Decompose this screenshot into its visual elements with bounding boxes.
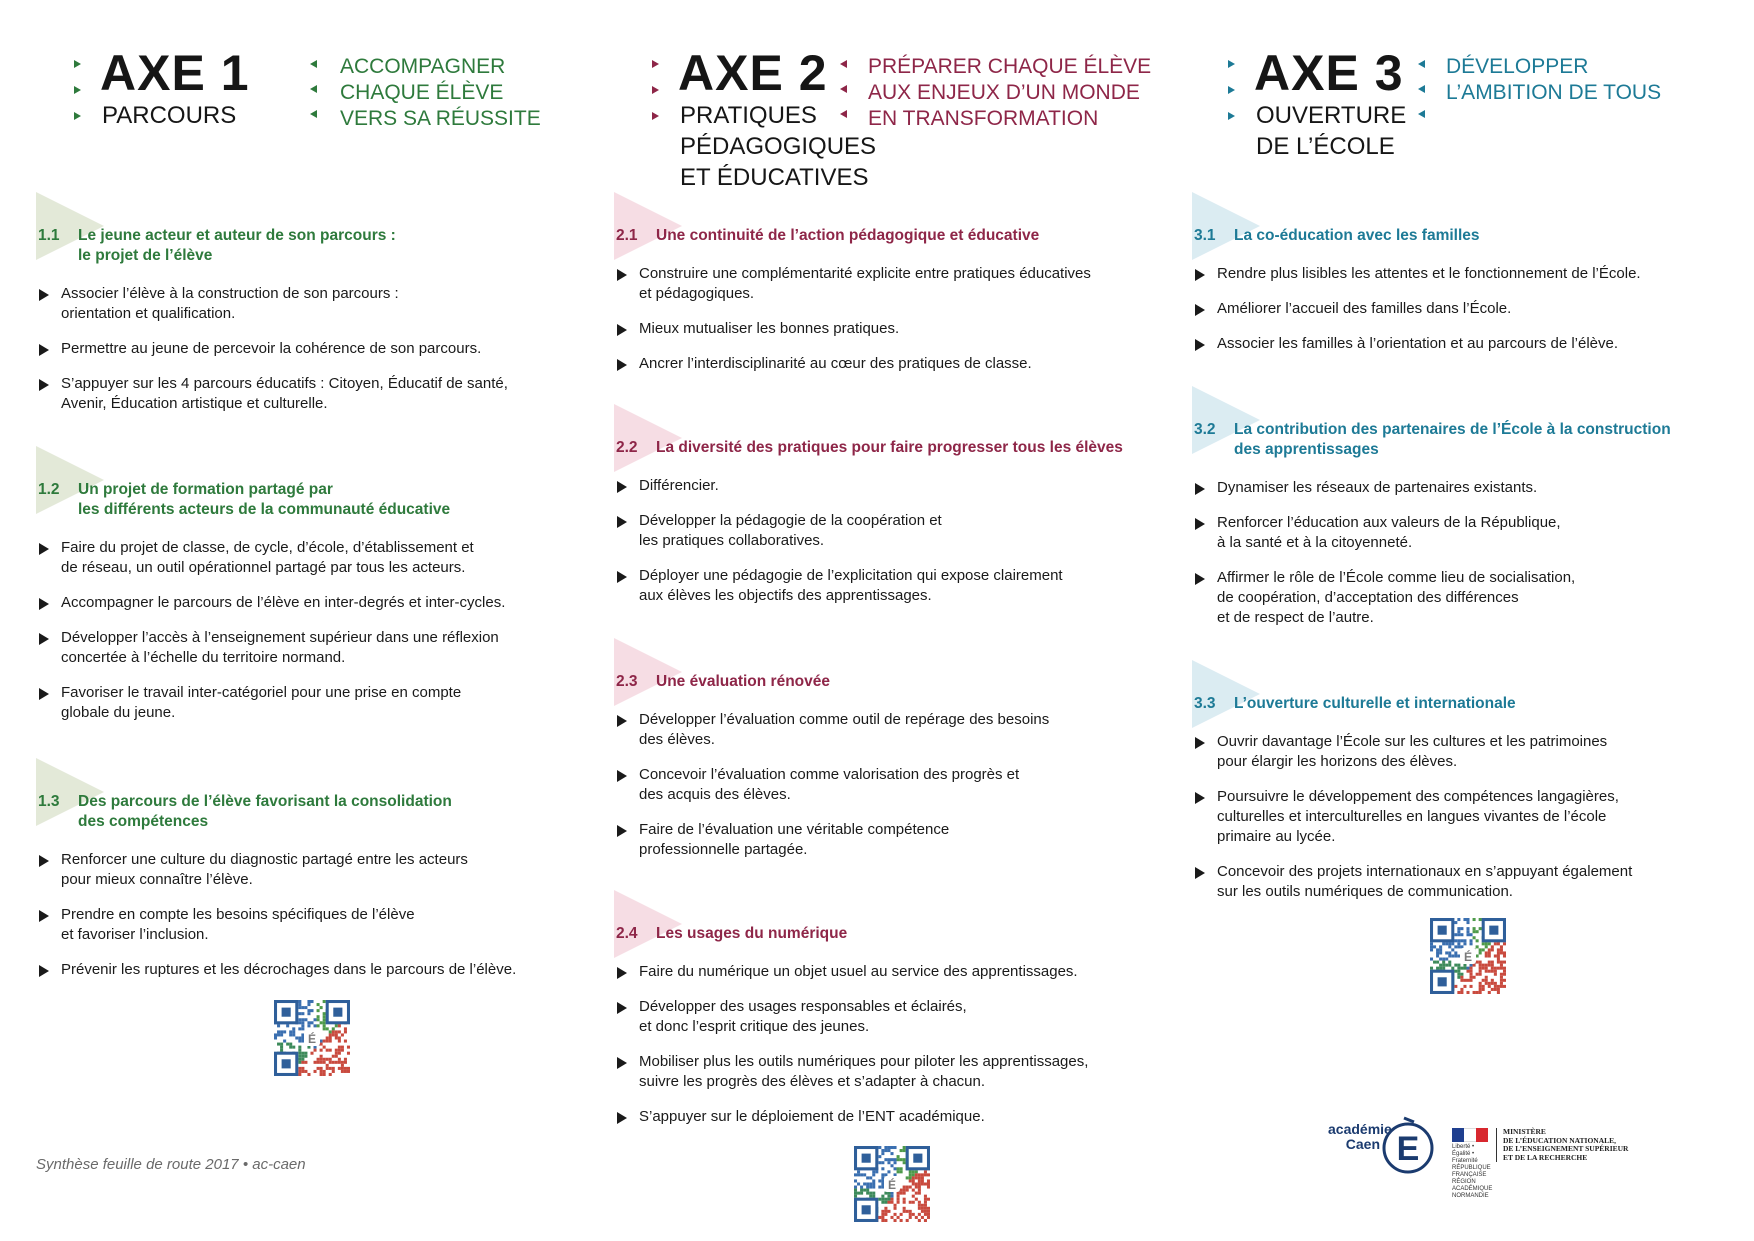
list-item: S’appuyer sur le déploiement de l’ENT académique. (614, 1107, 1174, 1127)
list-item: Concevoir des projets internationaux en s’appuyant également sur les outils numériques de communication. (1192, 862, 1752, 902)
header-arrows-icon (74, 60, 84, 138)
axe-2-column (614, 0, 1174, 1241)
axe-title: AXE 2 (678, 45, 828, 101)
section-number: 2.4 (616, 925, 638, 942)
list-item: Déployer une pédagogie de l’explicitation qui expose clairement aux élèves les objectifs des apprentissages. (614, 566, 1174, 606)
list-item: Concevoir l’évaluation comme valorisation des progrès et des acquis des élèves. (614, 765, 1174, 805)
section-number: 3.3 (1194, 695, 1216, 712)
section-title: Un projet de formation partagé par les différents acteurs de la communauté éducative (78, 481, 451, 518)
section-title: L’ouverture culturelle et internationale (1234, 695, 1516, 712)
axe-1-header (74, 45, 596, 198)
republique-flag-icon (1452, 1128, 1488, 1142)
goal-arrows-icon (310, 60, 320, 135)
axe-title: AXE 3 (1254, 45, 1404, 101)
qr-code-icon[interactable] (854, 1146, 930, 1222)
axe-subtitle: PARCOURS (102, 102, 237, 129)
list-item: Affirmer le rôle de l’École comme lieu de socialisation, de coopération, d’acceptation des différences et de respect de l’autre. (1192, 568, 1752, 628)
svg-text:É: É (307, 1032, 317, 1046)
institution-logos (1328, 1112, 1668, 1199)
list-item: Améliorer l’accueil des familles dans l’École. (1192, 299, 1752, 319)
region-academique-label: Liberté • Égalité • Fraternité RÉPUBLIQUE FRANÇAISE RÉGION ACADÉMIQUE NORMANDIE (1452, 1144, 1493, 1199)
list-item: Renforcer une culture du diagnostic partagé entre les acteurs pour mieux connaître l’élève. (36, 850, 596, 890)
list-item: Développer l’accès à l’enseignement supérieur dans une réflexion concertée à l’échelle du territoire normand. (36, 628, 596, 668)
axe-3-column (1192, 0, 1752, 1241)
section-number: 1.3 (38, 793, 60, 810)
section-2-2 (614, 438, 1174, 621)
list-item: Mieux mutualiser les bonnes pratiques. (614, 319, 1174, 339)
section-2-4 (614, 924, 1174, 1142)
list-item: Mobiliser plus les outils numériques pour piloter les apprentissages, suivre les progrès des élèves et s’adapter à chacun. (614, 1052, 1174, 1092)
list-item: Développer la pédagogie de la coopération et les pratiques collaboratives. (614, 511, 1174, 551)
qr-code-icon[interactable] (1430, 918, 1506, 994)
academie-caen-logo: académie Caen (1328, 1121, 1392, 1152)
list-item: Rendre plus lisibles les attentes et le fonctionnement de l’École. (1192, 264, 1752, 284)
header-arrows-icon (1228, 60, 1238, 138)
section-1-2 (36, 480, 596, 738)
axe-title: AXE 1 (100, 45, 250, 101)
list-item: Développer des usages responsables et éclairés, et donc l’esprit critique des jeunes. (614, 997, 1174, 1037)
axe-3-header (1228, 45, 1752, 198)
list-item: Prévenir les ruptures et les décrochages dans le parcours de l’élève. (36, 960, 596, 980)
list-item: Associer l’élève à la construction de son parcours : orientation et qualification. (36, 284, 596, 324)
section-number: 3.1 (1194, 227, 1216, 244)
list-item: Dynamiser les réseaux de partenaires existants. (1192, 478, 1752, 498)
list-item: Associer les familles à l’orientation et au parcours de l’élève. (1192, 334, 1752, 354)
list-item: Différencier. (614, 476, 1174, 496)
section-title: La diversité des pratiques pour faire progresser tous les élèves (656, 439, 1123, 456)
list-item: Poursuivre le développement des compétences langagières, culturelles et interculturelles en langues vivantes de l’école primaire au lycée. (1192, 787, 1752, 847)
svg-text:É: É (887, 1178, 897, 1192)
list-item: Prendre en compte les besoins spécifiques de l’élève et favoriser l’inclusion. (36, 905, 596, 945)
goal-arrows-icon (1418, 60, 1428, 135)
academie-e-logo-icon (1380, 1112, 1436, 1176)
list-item: Faire de l’évaluation une véritable compétence professionnelle partagée. (614, 820, 1174, 860)
axe-goal: DÉVELOPPER L’AMBITION DE TOUS (1446, 55, 1662, 104)
footer-text: Synthèse feuille de route 2017 • ac-caen (36, 1156, 306, 1173)
section-3-2 (1192, 420, 1752, 643)
axe-2-header (652, 45, 1174, 198)
axe-subtitle: PRATIQUES PÉDAGOGIQUES ET ÉDUCATIVES (680, 102, 877, 191)
section-title: Une évaluation rénovée (656, 673, 831, 690)
section-3-1 (1192, 226, 1752, 369)
list-item: Construire une complémentarité explicite entre pratiques éducatives et pédagogiques. (614, 264, 1174, 304)
section-number: 1.1 (38, 227, 60, 244)
list-item: Permettre au jeune de percevoir la cohérence de son parcours. (36, 339, 596, 359)
section-number: 3.2 (1194, 421, 1216, 438)
header-arrows-icon (652, 60, 662, 138)
section-1-1 (36, 226, 596, 429)
axe-goal: PRÉPARER CHAQUE ÉLÈVE AUX ENJEUX D’UN MONDE EN TRANSFORMATION (868, 55, 1152, 130)
section-title: Les usages du numérique (656, 925, 848, 942)
axe-goal: ACCOMPAGNER CHAQUE ÉLÈVE VERS SA RÉUSSITE (340, 55, 541, 130)
list-item: Faire du projet de classe, de cycle, d’école, d’établissement et de réseau, un outil opérationnel partagé par tous les acteurs. (36, 538, 596, 578)
svg-text:E: E (1396, 1130, 1420, 1168)
list-item: Faire du numérique un objet usuel au service des apprentissages. (614, 962, 1174, 982)
section-2-1 (614, 226, 1174, 389)
section-title: Une continuité de l’action pédagogique et éducative (656, 227, 1040, 244)
section-number: 2.1 (616, 227, 638, 244)
section-title: La co-éducation avec les familles (1234, 227, 1480, 244)
goal-arrows-icon (840, 60, 850, 135)
list-item: Développer l’évaluation comme outil de repérage des besoins des élèves. (614, 710, 1174, 750)
list-item: Renforcer l’éducation aux valeurs de la République, à la santé et à la citoyenneté. (1192, 513, 1752, 553)
section-number: 1.2 (38, 481, 60, 498)
axe-1-column (36, 0, 596, 1241)
list-item: S’appuyer sur les 4 parcours éducatifs : Citoyen, Éducatif de santé, Avenir, Éducation artistique et culturelle. (36, 374, 596, 414)
section-number: 2.2 (616, 439, 638, 456)
axe-subtitle: OUVERTURE DE L’ÉCOLE (1256, 102, 1407, 160)
list-item: Ancrer l’interdisciplinarité au cœur des pratiques de classe. (614, 354, 1174, 374)
qr-code-icon[interactable] (274, 1000, 350, 1076)
ministry-label: MINISTÈRE DE L’ÉDUCATION NATIONALE, DE L’ENSEIGNEMENT SUPÉRIEUR ET DE LA RECHERCHE (1496, 1128, 1628, 1162)
section-title: Le jeune acteur et auteur de son parcours : le projet de l’élève (78, 227, 396, 264)
list-item: Accompagner le parcours de l’élève en inter-degrés et inter-cycles. (36, 593, 596, 613)
section-1-3 (36, 792, 596, 995)
list-item: Ouvrir davantage l’École sur les cultures et les patrimoines pour élargir les horizons des élèves. (1192, 732, 1752, 772)
section-2-3 (614, 672, 1174, 875)
svg-text:É: É (1463, 950, 1473, 964)
section-3-3 (1192, 694, 1752, 917)
section-title: La contribution des partenaires de l’École à la construction des apprentissages (1234, 421, 1671, 458)
list-item: Favoriser le travail inter-catégoriel pour une prise en compte globale du jeune. (36, 683, 596, 723)
section-number: 2.3 (616, 673, 638, 690)
section-title: Des parcours de l’élève favorisant la consolidation des compétences (78, 793, 452, 830)
